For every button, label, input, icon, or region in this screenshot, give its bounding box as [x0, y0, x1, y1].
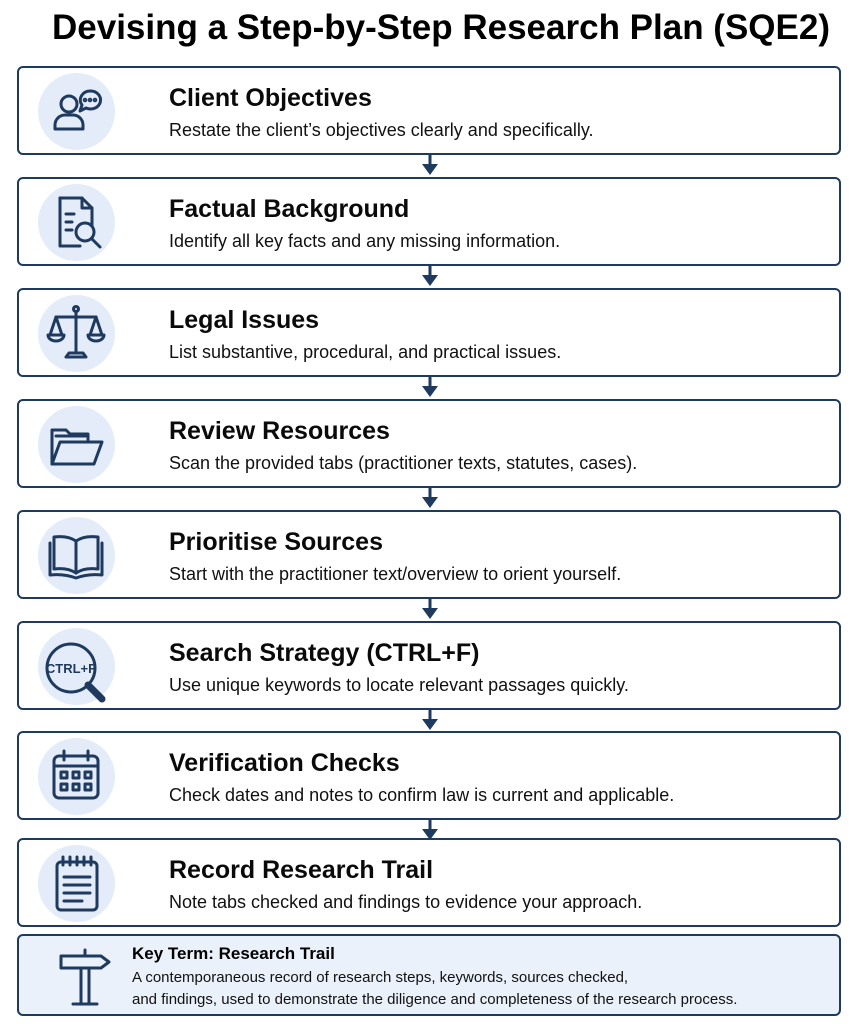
- step-description: Start with the practitioner text/overview to orient yourself.: [169, 564, 622, 584]
- step-factual-background: [17, 177, 841, 266]
- arrow-down-icon: [419, 154, 441, 176]
- step-title: Verification Checks: [169, 749, 400, 777]
- step-search-strategy: [17, 621, 841, 710]
- key-term-definition: [132, 967, 832, 1011]
- magnifier-icon: [38, 628, 115, 705]
- scales-icon: [38, 295, 115, 372]
- step-review-resources: [17, 399, 841, 488]
- step-description: Restate the client’s objectives clearly and specifically.: [169, 120, 594, 140]
- step-title: Factual Background: [169, 195, 410, 223]
- key-term-box: [17, 934, 841, 1016]
- step-description: List substantive, procedural, and practical issues.: [169, 342, 562, 362]
- step-legal-issues: [17, 288, 841, 377]
- magnifier-icon-label: CTRL+F: [45, 661, 97, 676]
- key-term-title: Key Term: Research Trail: [132, 944, 335, 963]
- step-description: Use unique keywords to locate relevant passages quickly.: [169, 675, 629, 695]
- arrow-down-icon: [419, 376, 441, 398]
- step-description: Identify all key facts and any missing information.: [169, 231, 561, 251]
- key-term-line: and findings, used to demonstrate the diligence and completeness of the research process.: [132, 991, 738, 1008]
- step-description: Scan the provided tabs (practitioner texts, statutes, cases).: [169, 453, 638, 473]
- arrow-down-icon: [419, 265, 441, 287]
- document-search-icon: [38, 184, 115, 261]
- step-description: Check dates and notes to confirm law is current and applicable.: [169, 785, 675, 805]
- page-title: Devising a Step-by-Step Research Plan (SQE2): [51, 8, 830, 47]
- step-verification-checks: [17, 731, 841, 820]
- arrow-down-icon: [419, 487, 441, 509]
- step-title: Review Resources: [169, 417, 390, 445]
- notepad-icon: [38, 845, 115, 922]
- calendar-icon: [38, 738, 115, 815]
- signpost-icon: [57, 946, 113, 1010]
- arrow-down-icon: [419, 709, 441, 731]
- step-title: Client Objectives: [169, 84, 372, 112]
- step-title: Prioritise Sources: [169, 528, 383, 556]
- open-book-icon: [38, 517, 115, 594]
- key-term-line: A contemporaneous record of research steps, keywords, sources checked,: [132, 969, 629, 986]
- folder-icon: [38, 406, 115, 483]
- step-prioritise-sources: [17, 510, 841, 599]
- arrow-down-icon: [419, 598, 441, 620]
- step-client-objectives: [17, 66, 841, 155]
- step-title: Legal Issues: [169, 306, 320, 334]
- step-title: Record Research Trail: [169, 856, 434, 884]
- step-record-research-trail: [17, 838, 841, 927]
- step-description: Note tabs checked and findings to evidence your approach.: [169, 892, 643, 912]
- client-chat-icon: [38, 73, 115, 150]
- step-title: Search Strategy (CTRL+F): [169, 639, 480, 667]
